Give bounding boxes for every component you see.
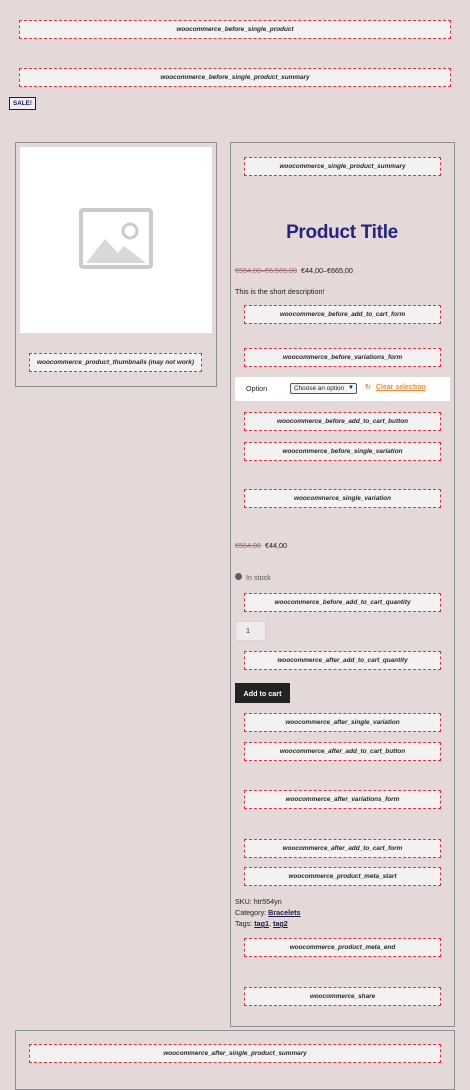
category-label: Category:	[235, 908, 267, 917]
hook-after-single-product-summary: woocommerce_after_single_product_summary	[29, 1044, 441, 1063]
sale-badge: SALE!	[9, 97, 36, 110]
tags-label: Tags:	[235, 919, 253, 928]
hook-before-add-to-cart-button: woocommerce_before_add_to_cart_button	[244, 412, 441, 431]
sku-value: htr554yn	[253, 897, 282, 906]
category-line	[235, 908, 301, 917]
stock-status: In stock	[246, 573, 271, 582]
product-image[interactable]	[20, 147, 212, 333]
hook-after-add-to-cart-quantity: woocommerce_after_add_to_cart_quantity	[244, 651, 441, 670]
hook-after-variations-form: woocommerce_after_variations_form	[244, 790, 441, 809]
sale-price: €44,00–€665,00	[300, 266, 353, 275]
clear-selection-label: Clear selection	[375, 384, 426, 391]
add-to-cart-button[interactable]: Add to cart	[235, 683, 290, 703]
tag-link-2[interactable]: tag2	[272, 919, 288, 928]
clear-selection-link[interactable]	[365, 383, 426, 391]
hook-before-single-product: woocommerce_before_single_product	[19, 20, 451, 39]
product-title: Product Title	[286, 222, 398, 243]
variation-sale-price: €44,00	[264, 541, 287, 550]
category-link[interactable]: Bracelets	[268, 908, 301, 917]
variation-price	[235, 541, 287, 550]
hook-product-meta-end: woocommerce_product_meta_end	[244, 938, 441, 957]
price-range	[235, 266, 353, 275]
hook-before-single-product-summary: woocommerce_before_single_product_summary	[19, 68, 451, 87]
tag-separator: ,	[268, 919, 271, 928]
select-value: Choose an option	[294, 385, 345, 392]
hook-after-add-to-cart-form: woocommerce_after_add_to_cart_form	[244, 839, 441, 858]
hook-product-meta-start: woocommerce_product_meta_start	[244, 867, 441, 886]
refresh-icon: ↻	[365, 384, 371, 391]
tags-line	[235, 919, 288, 928]
hook-after-single-variation: woocommerce_after_single_variation	[244, 713, 441, 732]
tag-link-1[interactable]: tag1	[254, 919, 269, 928]
variation-row	[235, 377, 450, 401]
sku-label: SKU:	[235, 897, 252, 906]
hook-after-add-to-cart-button: woocommerce_after_add_to_cart_button	[244, 742, 441, 761]
chevron-down-icon: ▼	[348, 385, 354, 391]
option-select[interactable]	[290, 383, 357, 394]
image-placeholder-icon	[20, 147, 212, 333]
sku-line	[235, 897, 282, 906]
hook-before-add-to-cart-quantity: woocommerce_before_add_to_cart_quantity	[244, 593, 441, 612]
hook-product-thumbnails: woocommerce_product_thumbnails (may not work)	[29, 353, 202, 372]
hook-before-single-variation: woocommerce_before_single_variation	[244, 442, 441, 461]
short-description: This is the short description!	[235, 287, 325, 296]
hook-before-add-to-cart-form: woocommerce_before_add_to_cart_form	[244, 305, 441, 324]
hook-share: woocommerce_share	[244, 987, 441, 1006]
hook-before-variations-form: woocommerce_before_variations_form	[244, 348, 441, 367]
hook-single-product-summary: woocommerce_single_product_summary	[244, 157, 441, 176]
stock-dot-icon	[235, 573, 242, 580]
hook-single-variation: woocommerce_single_variation	[244, 489, 441, 508]
quantity-input[interactable]: 1	[235, 621, 266, 641]
option-label: Option	[246, 384, 268, 393]
regular-price: €554,00–€6.565,00	[235, 266, 297, 275]
variation-regular-price: €554,00	[235, 541, 261, 550]
